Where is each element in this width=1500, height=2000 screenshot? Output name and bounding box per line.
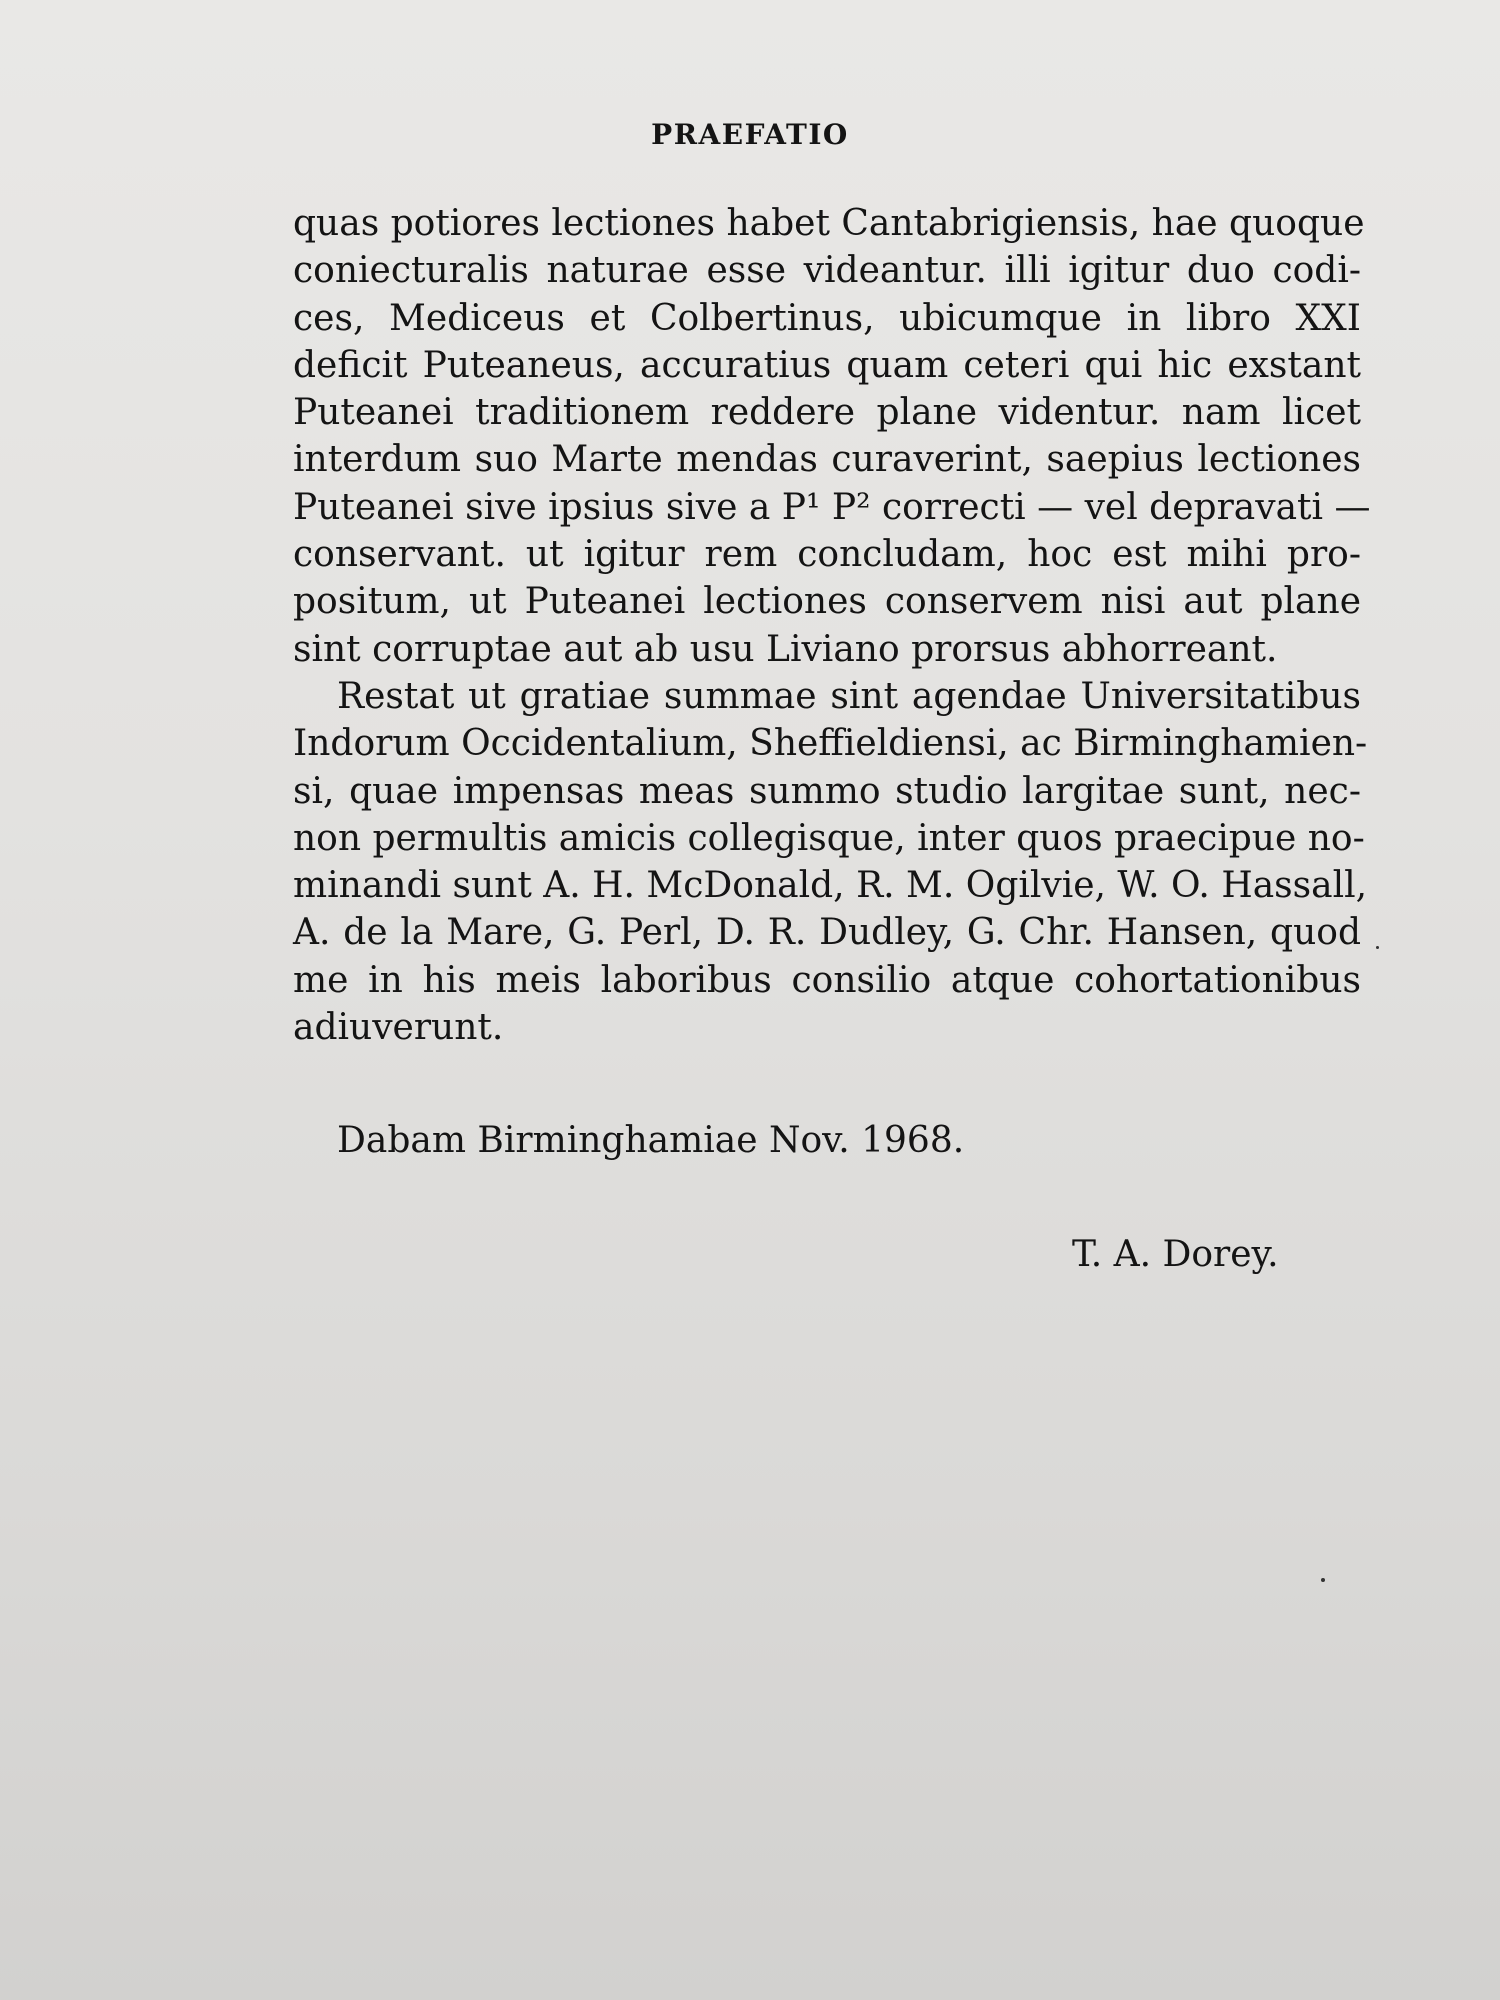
text-line: me in his meis laboribus consilio atque cohortationibus <box>293 959 1361 1001</box>
text-line: adiuverunt. <box>293 1007 504 1049</box>
paper-speck <box>1376 946 1379 949</box>
text-line: Indorum Occidentalium, Sheffieldiensi, ac Birminghamien- <box>293 723 1368 765</box>
text-line: non permultis amicis collegisque, inter quos praecipue no- <box>293 817 1365 859</box>
text-line: A. de la Mare, G. Perl, D. R. Dudley, G. Chr. Hansen, quod <box>293 912 1361 954</box>
running-head: PRAEFATIO <box>651 118 849 151</box>
paragraph-2 <box>293 673 1368 1051</box>
text-line: minandi sunt A. H. McDonald, R. M. Ogilvie, W. O. Hassall, <box>293 865 1368 907</box>
text-line: Puteanei sive ipsius sive a P¹ P² correcti — vel depravati — <box>293 486 1371 528</box>
paragraph-1 <box>293 200 1371 673</box>
text-line: si, quae impensas meas summo studio largitae sunt, nec- <box>293 770 1361 812</box>
text-line: Puteanei traditionem reddere plane videntur. nam licet <box>293 392 1361 434</box>
text-line: interdum suo Marte mendas curaverint, saepius lectiones <box>293 439 1361 481</box>
text-line: sint corruptae aut ab usu Liviano prorsus abhorreant. <box>293 628 1278 670</box>
text-line: quas potiores lectiones habet Cantabrigiensis, hae quoque <box>293 203 1365 244</box>
text-line: ces, Mediceus et Colbertinus, ubicumque in libro XXI <box>293 297 1361 339</box>
dateline: Dabam Birminghamiae Nov. 1968. <box>337 1120 965 1161</box>
text-line: positum, ut Puteanei lectiones conservem nisi aut plane <box>293 581 1361 623</box>
text-line: Restat ut gratiae summae sint agendae Universitatibus <box>337 675 1361 717</box>
text-line: deficit Puteaneus, accuratius quam ceteri qui hic exstant <box>293 344 1361 386</box>
text-line: coniecturalis naturae esse videantur. illi igitur duo codi- <box>293 250 1361 292</box>
text-line: conservant. ut igitur rem concludam, hoc est mihi pro- <box>293 534 1361 576</box>
paper-speck <box>1321 1578 1325 1582</box>
signature: T. A. Dorey. <box>1072 1234 1279 1275</box>
preface-body <box>293 200 1371 1051</box>
